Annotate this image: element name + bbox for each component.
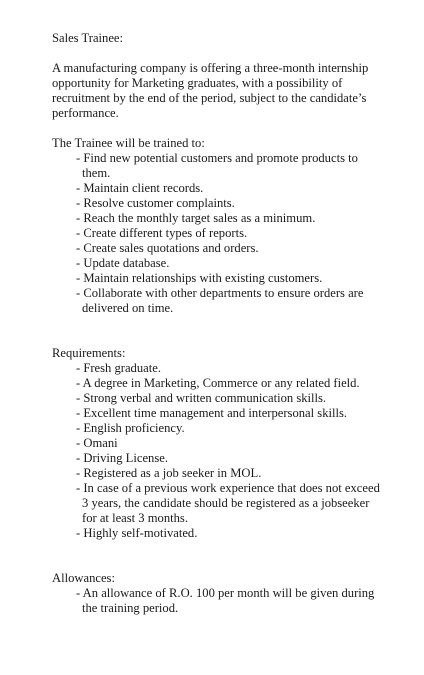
training-list [52, 151, 382, 316]
list-item: - Create sales quotations and orders. [64, 241, 382, 256]
training-section [52, 136, 382, 316]
list-item: - Excellent time management and interpersonal skills. [64, 406, 382, 421]
list-item: - Highly self-motivated. [64, 526, 382, 541]
list-item: - Resolve customer complaints. [64, 196, 382, 211]
list-item: - Create different types of reports. [64, 226, 382, 241]
list-item: - Update database. [64, 256, 382, 271]
list-item: - Reach the monthly target sales as a minimum. [64, 211, 382, 226]
requirements-section [52, 346, 382, 541]
list-item: - Fresh graduate. [64, 361, 382, 376]
list-item: - Omani [64, 436, 382, 451]
list-item: - Strong verbal and written communication skills. [64, 391, 382, 406]
allowances-section [52, 571, 382, 616]
training-heading: The Trainee will be trained to: [52, 136, 205, 150]
list-item: - Driving License. [64, 451, 382, 466]
allowances-heading: Allowances: [52, 571, 115, 585]
list-item: - Maintain relationships with existing customers. [64, 271, 382, 286]
allowances-list [52, 586, 382, 616]
list-item: - In case of a previous work experience that does not exceed 3 years, the candidate should be registered as a jobseeker for at least 3 months. [64, 481, 382, 526]
requirements-heading: Requirements: [52, 346, 126, 360]
document-title: Sales Trainee: [52, 31, 124, 45]
job-posting-document [52, 31, 382, 616]
list-item: - Registered as a job seeker in MOL. [64, 466, 382, 481]
list-item: - An allowance of R.O. 100 per month will be given during the training period. [64, 586, 382, 616]
list-item: - Maintain client records. [64, 181, 382, 196]
list-item: - A degree in Marketing, Commerce or any related field. [64, 376, 382, 391]
list-item: - English proficiency. [64, 421, 382, 436]
list-item: - Collaborate with other departments to ensure orders are delivered on time. [64, 286, 382, 316]
requirements-list [52, 361, 382, 541]
intro-paragraph: A manufacturing company is offering a three-month internship opportunity for Marketing graduates, with a possibility of recruitment by the end of the period, subject to the candidate’s performance. [52, 61, 369, 120]
list-item: - Find new potential customers and promote products to them. [64, 151, 382, 181]
